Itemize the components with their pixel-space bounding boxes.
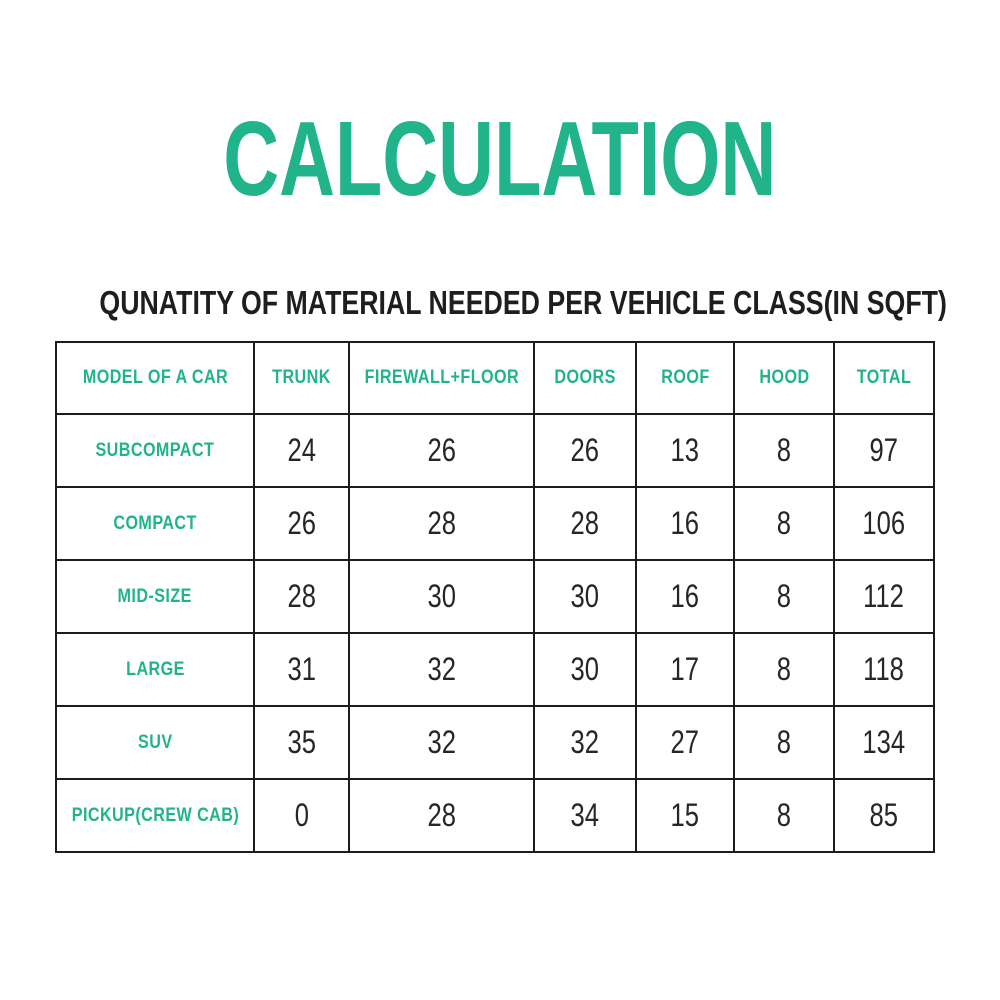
table-row-compact xyxy=(56,487,934,560)
cell-value: 118 xyxy=(863,651,905,687)
col-header-hood-label: HOOD xyxy=(758,367,810,388)
cell-doors xyxy=(534,706,636,779)
cell-firewall-floor xyxy=(349,414,534,487)
cell-trunk xyxy=(254,779,349,852)
row-label xyxy=(56,779,254,852)
cell-firewall-floor xyxy=(349,560,534,633)
table-row-large xyxy=(56,633,934,706)
cell-trunk xyxy=(254,633,349,706)
cell-value: 8 xyxy=(776,797,792,833)
col-header-trunk xyxy=(254,342,349,414)
cell-trunk xyxy=(254,560,349,633)
table-row-suv xyxy=(56,706,934,779)
cell-value: 27 xyxy=(670,724,700,760)
cell-hood xyxy=(734,487,834,560)
cell-doors xyxy=(534,779,636,852)
cell-roof xyxy=(636,560,734,633)
table-row-pickup-crew-cab xyxy=(56,779,934,852)
cell-value: 134 xyxy=(862,724,906,760)
row-label-text: LARGE xyxy=(125,658,185,680)
col-header-model-label: MODEL OF A CAR xyxy=(82,367,228,388)
cell-value: 26 xyxy=(570,432,600,468)
cell-value: 26 xyxy=(287,505,316,541)
page-title xyxy=(0,100,1000,218)
material-quantity-table xyxy=(55,341,935,853)
cell-value: 85 xyxy=(869,797,899,833)
cell-value: 31 xyxy=(287,651,316,687)
cell-value: 15 xyxy=(670,797,700,833)
table-row-mid-size xyxy=(56,560,934,633)
cell-total xyxy=(834,706,934,779)
cell-value: 8 xyxy=(776,432,792,468)
table-row-subcompact xyxy=(56,414,934,487)
cell-hood xyxy=(734,414,834,487)
cell-hood xyxy=(734,633,834,706)
cell-firewall-floor xyxy=(349,779,534,852)
row-label xyxy=(56,487,254,560)
row-label xyxy=(56,633,254,706)
cell-value: 8 xyxy=(776,505,792,541)
cell-value: 24 xyxy=(287,432,316,468)
cell-total xyxy=(834,560,934,633)
cell-value: 26 xyxy=(427,432,456,468)
page-title-text: CALCULATION xyxy=(223,100,777,218)
cell-hood xyxy=(734,706,834,779)
col-header-hood xyxy=(734,342,834,414)
table-caption xyxy=(0,286,1000,319)
cell-value: 0 xyxy=(294,797,309,833)
row-label xyxy=(56,706,254,779)
cell-value: 8 xyxy=(776,651,792,687)
cell-value: 30 xyxy=(427,578,456,614)
cell-total xyxy=(834,633,934,706)
cell-trunk xyxy=(254,414,349,487)
row-label xyxy=(56,414,254,487)
cell-value: 17 xyxy=(670,651,700,687)
col-header-roof xyxy=(636,342,734,414)
row-label-text: MID-SIZE xyxy=(117,585,193,607)
cell-value: 28 xyxy=(427,797,456,833)
row-label-text: PICKUP(CREW CAB) xyxy=(71,804,240,826)
cell-doors xyxy=(534,633,636,706)
col-header-model xyxy=(56,342,254,414)
cell-doors xyxy=(534,487,636,560)
col-header-roof-label: ROOF xyxy=(660,367,710,388)
col-header-firewall-floor xyxy=(349,342,534,414)
cell-doors xyxy=(534,560,636,633)
cell-value: 32 xyxy=(427,651,456,687)
cell-value: 112 xyxy=(863,578,905,614)
cell-roof xyxy=(636,633,734,706)
cell-roof xyxy=(636,487,734,560)
cell-value: 28 xyxy=(570,505,600,541)
cell-firewall-floor xyxy=(349,633,534,706)
cell-value: 30 xyxy=(570,578,600,614)
cell-value: 16 xyxy=(670,505,700,541)
cell-total xyxy=(834,487,934,560)
cell-value: 97 xyxy=(869,432,899,468)
cell-hood xyxy=(734,560,834,633)
cell-roof xyxy=(636,706,734,779)
table-header-row xyxy=(56,342,934,414)
cell-value: 16 xyxy=(670,578,700,614)
cell-value: 34 xyxy=(570,797,600,833)
cell-value: 8 xyxy=(776,724,792,760)
row-label xyxy=(56,560,254,633)
table-caption-text: QUNATITY OF MATERIAL NEEDED PER VEHICLE CLASS(IN SQFT) xyxy=(99,284,947,321)
col-header-total xyxy=(834,342,934,414)
cell-value: 30 xyxy=(570,651,600,687)
cell-firewall-floor xyxy=(349,487,534,560)
col-header-firewall-floor-label: FIREWALL+FLOOR xyxy=(364,367,519,388)
row-label-text: SUV xyxy=(137,731,173,753)
cell-hood xyxy=(734,779,834,852)
cell-value: 13 xyxy=(670,432,700,468)
cell-doors xyxy=(534,414,636,487)
cell-roof xyxy=(636,779,734,852)
cell-roof xyxy=(636,414,734,487)
col-header-doors-label: DOORS xyxy=(554,367,616,388)
row-label-text: COMPACT xyxy=(113,512,197,534)
cell-value: 106 xyxy=(862,505,906,541)
cell-firewall-floor xyxy=(349,706,534,779)
cell-total xyxy=(834,779,934,852)
cell-value: 8 xyxy=(776,578,792,614)
cell-value: 28 xyxy=(287,578,316,614)
cell-total xyxy=(834,414,934,487)
cell-value: 32 xyxy=(427,724,456,760)
cell-trunk xyxy=(254,487,349,560)
cell-trunk xyxy=(254,706,349,779)
cell-value: 32 xyxy=(570,724,600,760)
col-header-trunk-label: TRUNK xyxy=(272,367,331,388)
col-header-total-label: TOTAL xyxy=(856,367,912,388)
cell-value: 28 xyxy=(427,505,456,541)
row-label-text: SUBCOMPACT xyxy=(95,439,215,461)
col-header-doors xyxy=(534,342,636,414)
cell-value: 35 xyxy=(287,724,316,760)
